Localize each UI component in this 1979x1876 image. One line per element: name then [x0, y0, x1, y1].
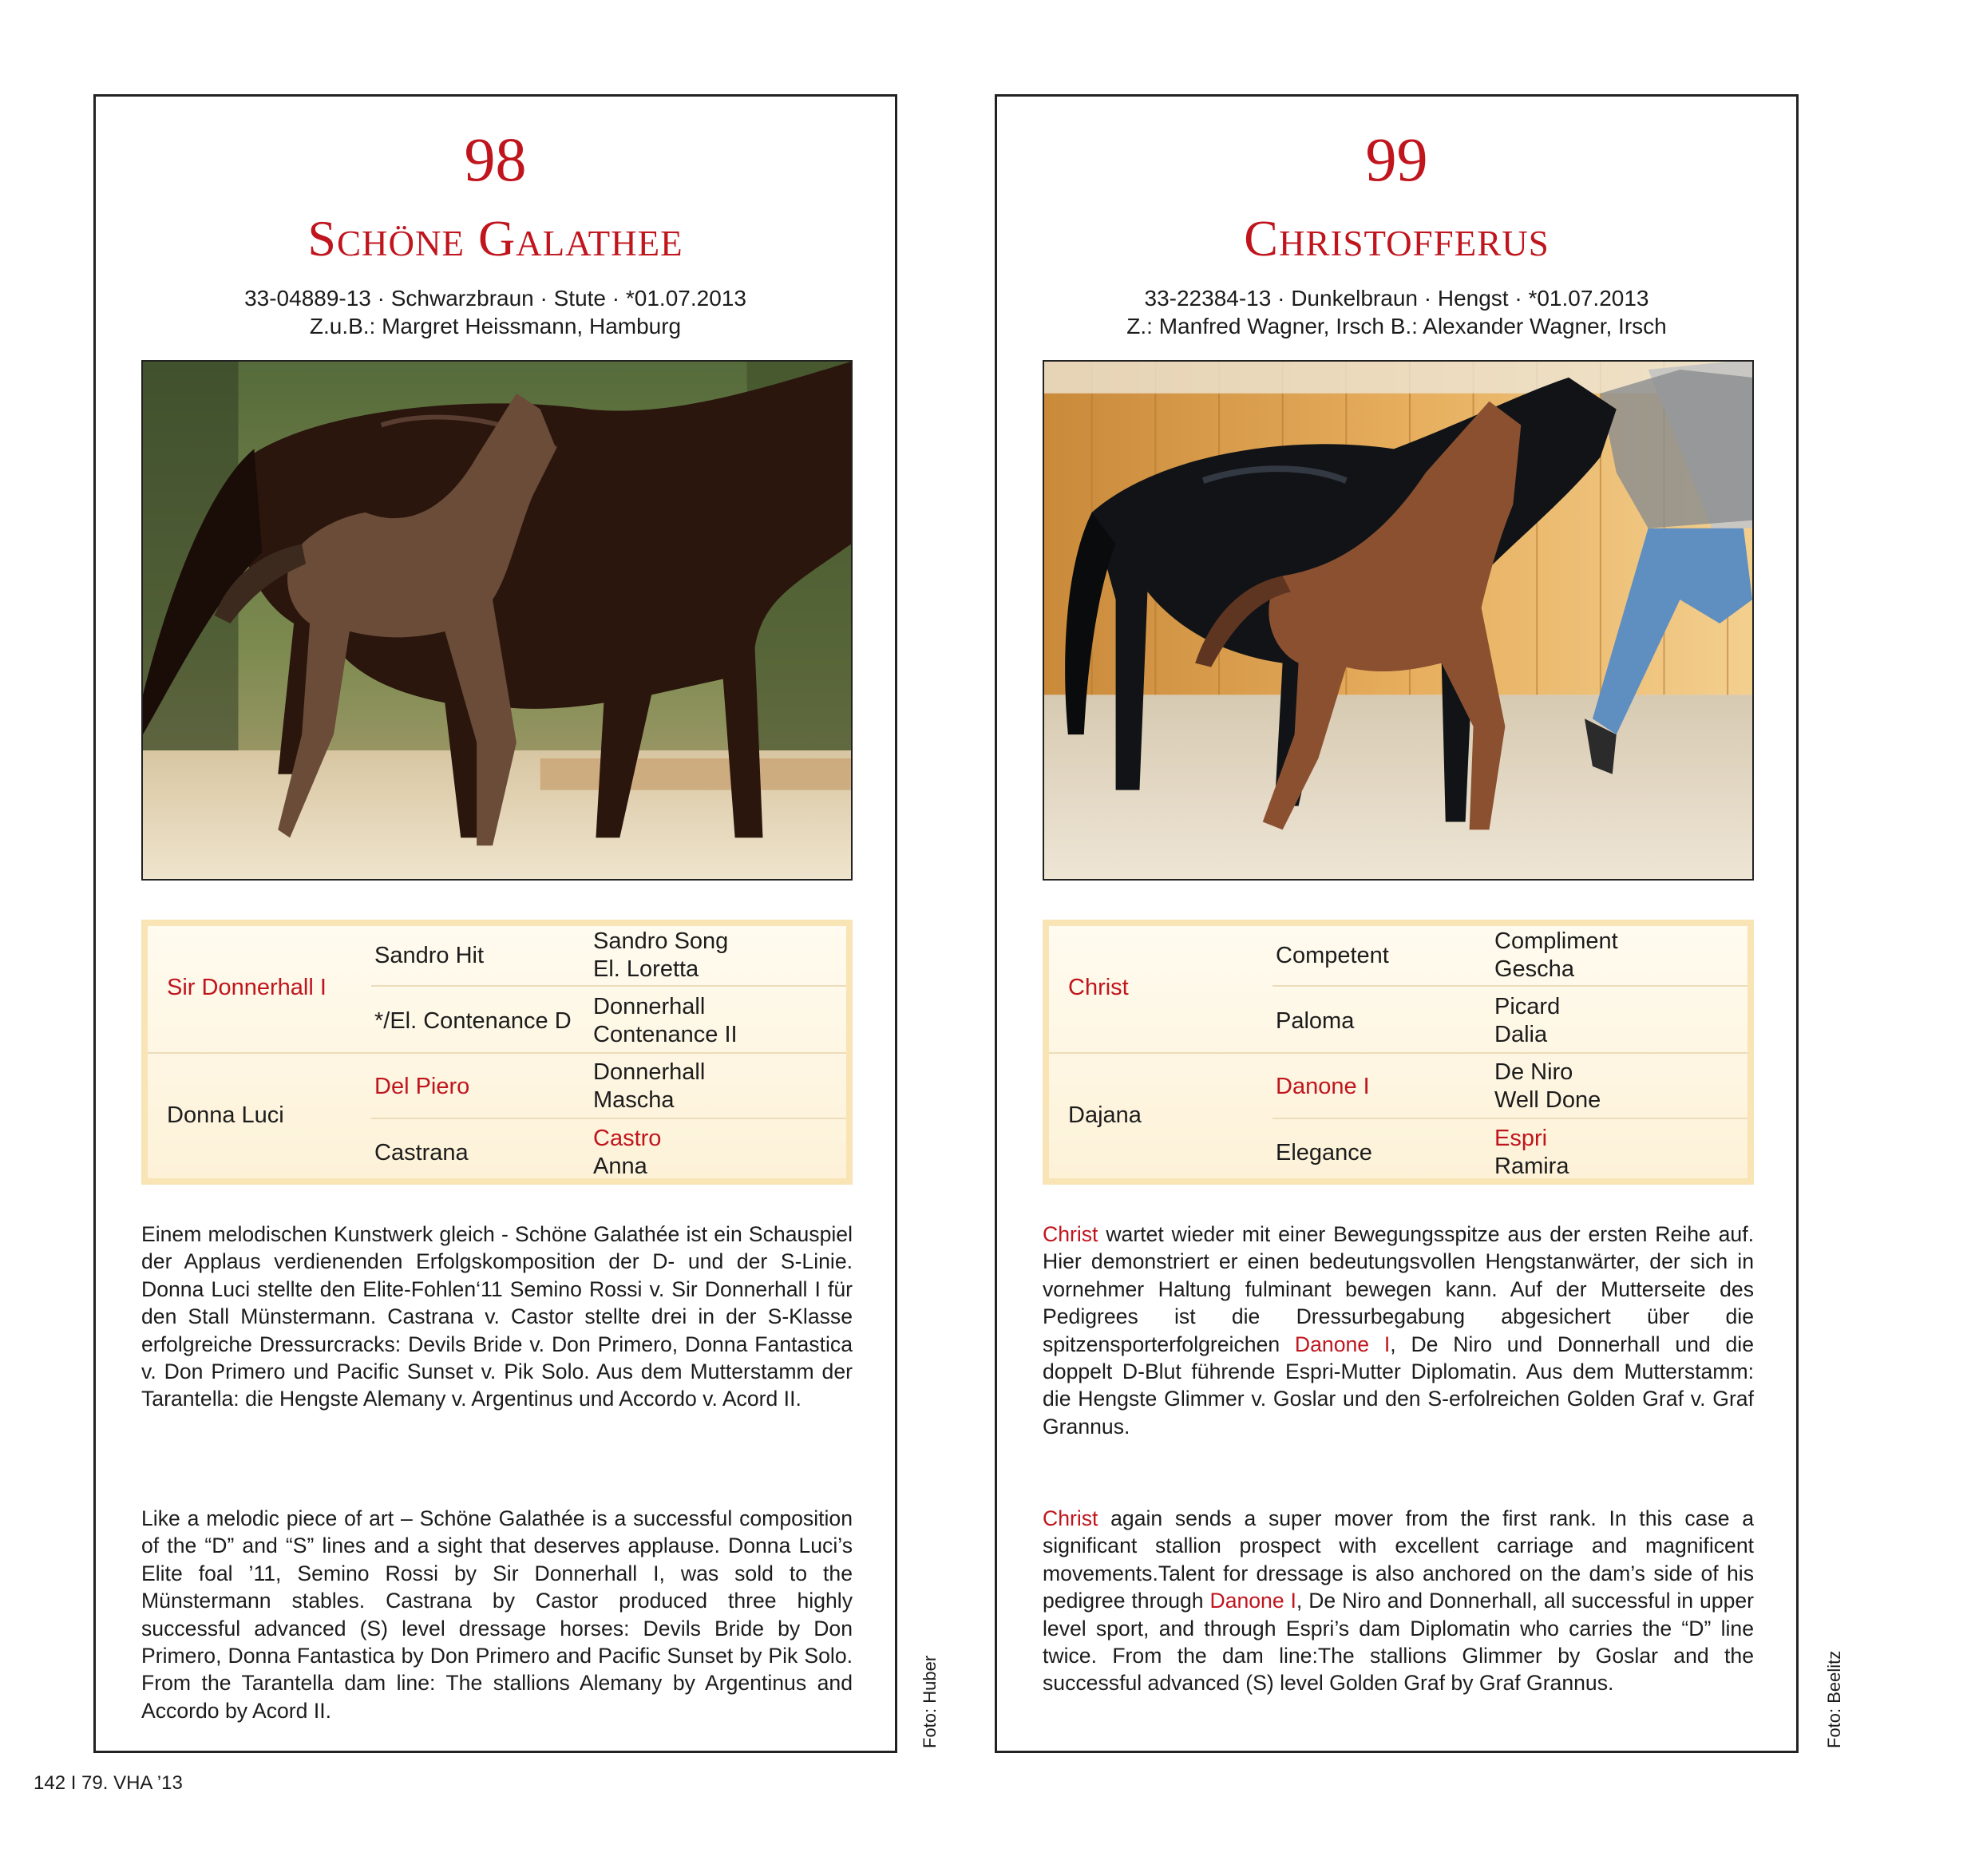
- photo-credit: Foto: Beelitz: [1824, 1650, 1844, 1748]
- ddd: Anna: [593, 1154, 647, 1179]
- sss: Sandro Song: [593, 928, 729, 954]
- registration-info: 33-22384-13 · Dunkelbraun · Hengst · *01.07.2013: [1144, 286, 1649, 311]
- sss: Compliment: [1494, 928, 1618, 954]
- sire-highlight: Christ: [1043, 1222, 1098, 1246]
- breeder-info: Z.: Manfred Wagner, Irsch B.: Alexander Wagner, Irsch: [1126, 314, 1667, 338]
- sire: Christ: [1068, 975, 1129, 1000]
- registration-info: 33-04889-13 · Schwarzbraun · Stute · *01.07.2013: [244, 286, 746, 311]
- sds: Donnerhall: [593, 994, 706, 1019]
- dds: Castro: [593, 1126, 662, 1151]
- dam-sire: Del Piero: [374, 1074, 470, 1099]
- sds: Picard: [1494, 994, 1561, 1019]
- sire-sire: Sandro Hit: [374, 943, 485, 968]
- sdd: Contenance II: [593, 1022, 738, 1047]
- dam-dam: Castrana: [374, 1140, 469, 1166]
- sire-dam: Paloma: [1276, 1008, 1355, 1034]
- lot-number: 99: [1365, 125, 1428, 194]
- description-german: Christ wartet wieder mit einer Bewegungsspitze aus der ersten Reihe auf. Hier demonstriert er einen bedeutungsvollen Hengstanwärter, der sich in vornehmer Haltung fulminant bewegen kann. Auf der Mutterseite des Pedigrees ist die Dressurbegabung abgesichert über die spitzensporterfolgreichen Danone I, De Niro und Donnerhall und die doppelt D-Blut führende Espri-Mutter Diplomatin. Aus dem Mutterstamm: die Hengste Glimmer v. Goslar und den S-erfolreichen Golden Graf v. Graf Grannus.: [1043, 1222, 1754, 1439]
- description-german: Einem melodischen Kunstwerk gleich - Schöne Galathée ist ein Schauspiel der Applaus verdienenden Erfolgskomposition der D- und der S-Linie. Donna Luci stellte den Elite-Fohlen‘11 Semino Rossi v. Sir Donnerhall I für den Stall Münstermann. Castrana v. Castor stellte drei in der S-Klasse erfolgreiche Dressurcracks: Devils Bride v. Don Primero, Donna Fantastica v. Don Primero und Pacific Sunset v. Pik Solo. Aus dem Mutterstamm der Tarantella: die Hengste Alemany v. Argentinus und Accordo v. Acord II.: [141, 1222, 853, 1411]
- dds: Espri: [1494, 1126, 1548, 1151]
- dss: De Niro: [1494, 1059, 1573, 1085]
- dam: Dajana: [1068, 1102, 1142, 1128]
- sire-highlight: Christ: [1043, 1506, 1098, 1530]
- pedigree-table: [1043, 920, 1754, 1185]
- dsd: Well Done: [1494, 1087, 1601, 1113]
- horse-name: Schöne Galathee: [307, 210, 683, 267]
- description-english: Christ again sends a super mover from the first rank. In this case a significant stallion prospect with excellent carriage and magnificent movements.Talent for dressage is also anchored on the dam’s side of his pedigree through Danone I, De Niro and Donnerhall, all successful in upper level sport, and through Espri’s dam Diplomatin who carries the “D” line twice. From the dam line:The stallions Glimmer by Goslar and the successful advanced (S) level Golden Graf by Graf Grannus.: [1043, 1506, 1755, 1696]
- photo-credit: Foto: Huber: [920, 1655, 940, 1748]
- damsire-highlight: Danone I: [1209, 1589, 1296, 1613]
- sire-sire: Competent: [1276, 943, 1389, 968]
- dam-sire: Danone I: [1276, 1074, 1370, 1099]
- ssd: El. Loretta: [593, 956, 699, 982]
- lot-number: 98: [464, 125, 527, 194]
- lot-card-99: [995, 94, 1799, 1753]
- sire: Sir Donnerhall I: [167, 975, 327, 1000]
- dsd: Mascha: [593, 1087, 675, 1113]
- ssd: Gescha: [1494, 956, 1574, 982]
- sdd: Dalia: [1494, 1022, 1548, 1047]
- ddd: Ramira: [1494, 1154, 1569, 1179]
- page-footer: 142 I 79. VHA ’13: [34, 1772, 183, 1794]
- description-english: Like a melodic piece of art – Schöne Galathée is a successful composition of the “D” and “S” lines and a sight that deserves applause. Donna Luci’s Elite foal ’11, Semino Rossi by Sir Donnerhall I, was sold to the Münstermann stables. Castrana by Castor produced three highly successful advanced (S) level dressage horses: Devils Bride by Don Primero, Donna Fantastica by Don Primero and Pacific Sunset by Pik Solo. From the Tarantella dam line: The stallions Alemany by Argentinus and Accordo by Acord II.: [141, 1506, 853, 1723]
- horse-name: Christofferus: [1244, 210, 1550, 267]
- dam: Donna Luci: [167, 1102, 284, 1128]
- horse-photo: [1043, 360, 1754, 881]
- dss: Donnerhall: [593, 1059, 706, 1085]
- breeder-info: Z.u.B.: Margret Heissmann, Hamburg: [309, 314, 682, 338]
- damsire-highlight: Danone I: [1294, 1332, 1391, 1356]
- sire-dam: */El. Contenance D: [374, 1008, 572, 1034]
- lot-card-98: [93, 94, 897, 1753]
- horse-photo: [141, 360, 853, 881]
- pedigree-table: [141, 920, 853, 1185]
- dam-dam: Elegance: [1276, 1140, 1372, 1166]
